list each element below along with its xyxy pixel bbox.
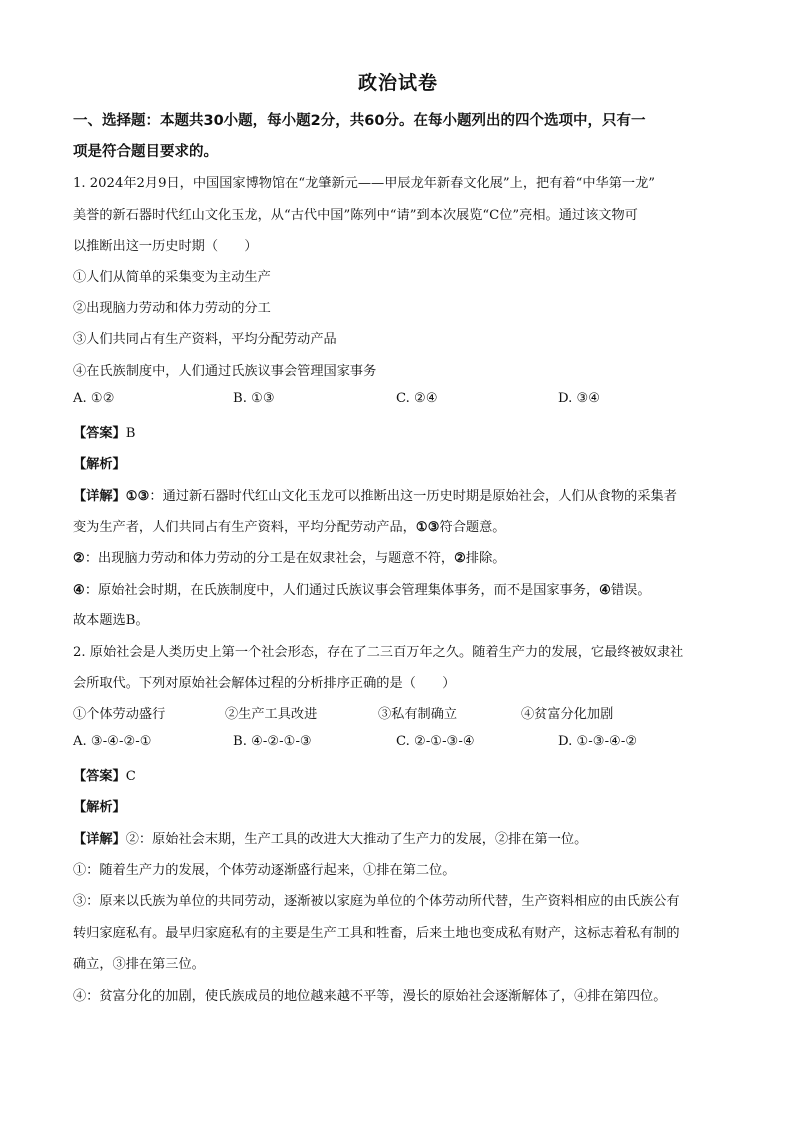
page-title: 政治试卷 [357,72,438,94]
q2-answer [73,765,136,784]
detail-text: 排除。 [465,551,506,566]
answer-tag: 【答案】 [73,769,126,784]
q2-item-3: ③私有制确立 [378,707,458,722]
q1-option-d: D. ③④ [558,391,601,406]
analysis-tag: 【解析】 [73,800,126,815]
detail-ref: ①③ [415,520,440,535]
section-heading [73,106,723,168]
q2-analysis [73,796,126,815]
q1-analysis [73,453,126,472]
q1-detail-line-5: 故本题选B。 [73,613,149,628]
q2-detail-line-3: ③：原来以氏族为单位的共同劳动，逐渐被以家庭为单位的个体劳动所代替，生产资料相应的由氏族公有 [73,894,680,909]
q1-item-4: ④在氏族制度中，人们通过氏族议事会管理国家事务 [73,364,377,379]
q1-detail-line-1 [73,485,677,504]
q2-stem-line-2: 会所取代。下列对原始社会解体过程的分析排序正确的是（ ） [73,676,456,691]
answer-value: B [125,426,136,441]
detail-text: ②：原始社会末期，生产工具的改进大大推动了生产力的发展，②排在第一位。 [125,832,588,847]
q1-answer [73,422,135,441]
detail-ref: ④ [599,583,611,598]
q1-option-c: C. ②④ [396,391,438,406]
answer-value: C [125,769,136,784]
analysis-tag: 【解析】 [73,457,126,472]
detail-text: ：通过新石器时代红山文化玉龙可以推断出这一历史时期是原始社会，人们从食物的采集者 [149,489,677,504]
q1-detail-line-3 [73,547,505,566]
q2-option-a: A. ③-④-②-① [73,734,152,749]
q1-option-a: A. ①② [73,391,115,406]
q1-item-2: ②出现脑力劳动和体力劳动的分工 [73,301,271,316]
detail-ref: ② [454,551,466,566]
q1-stem-line-2: 美誉的新石器时代红山文化玉龙，从“古代中国”陈列中“请”到本次展览“C位”亮相。通过该文物可 [73,208,638,223]
detail-ref: ①③ [125,489,150,504]
detail-tag: 【详解】 [73,832,126,847]
q1-item-3: ③人们共同占有生产资料，平均分配劳动产品 [73,332,337,347]
detail-text: 变为生产者，人们共同占有生产资料，平均分配劳动产品， [73,520,416,535]
detail-ref: ② [73,551,85,566]
detail-text: 符合题意。 [439,520,506,535]
section-heading-line-1: 一、选择题：本题共30小题，每小题2分，共60分。在每小题列出的四个选项中，只有一 [73,113,646,129]
q2-option-d: D. ①-③-④-② [558,734,638,749]
q1-stem-line-1: 1. 2024年2月9日，中国国家博物馆在“龙肇新元——甲辰龙年新春文化展”上，把有着“中华第一龙” [73,176,656,191]
section-heading-line-2: 项是符合题目要求的。 [73,144,218,160]
detail-ref: ④ [73,583,85,598]
detail-tag: 【详解】 [73,489,126,504]
q2-option-b: B. ④-②-①-③ [233,734,312,749]
q2-detail-line-2: ①：随着生产力的发展，个体劳动逐渐盛行起来，①排在第二位。 [73,863,456,878]
answer-tag: 【答案】 [73,426,126,441]
q1-option-b: B. ①③ [233,391,275,406]
detail-text: ：原始社会时期，在氏族制度中，人们通过氏族议事会管理集体事务，而不是国家事务， [84,583,600,598]
q1-detail-line-2 [73,516,505,535]
q2-detail-line-1 [73,828,587,847]
q1-detail-line-4 [73,579,651,598]
q2-detail-line-6: ④：贫富分化的加剧，使氏族成员的地位越来越不平等，漫长的原始社会逐渐解体了，④排在第四位。 [73,989,667,1004]
q2-option-c: C. ②-①-③-④ [396,734,475,749]
q2-item-2: ②生产工具改进 [225,707,318,722]
q1-item-1: ①人们从简单的采集变为主动生产 [73,270,271,285]
q2-detail-line-4: 转归家庭私有。最早归家庭私有的主要是生产工具和牲畜，后来土地也变成私有财产，这标志着私有制的 [73,926,680,941]
q1-stem-line-3: 以推断出这一历史时期（ ） [73,239,258,254]
q2-item-4: ④贫富分化加剧 [521,707,614,722]
detail-text: ：出现脑力劳动和体力劳动的分工是在奴隶社会，与题意不符， [84,551,455,566]
detail-text: 错误。 [610,583,651,598]
q2-stem-line-1: 2. 原始社会是人类历史上第一个社会形态，存在了二三百万年之久。随着生产力的发展，它最终被奴隶社 [73,645,684,660]
q2-item-1: ①个体劳动盛行 [73,707,166,722]
q2-detail-line-5: 确立，③排在第三位。 [73,957,205,972]
